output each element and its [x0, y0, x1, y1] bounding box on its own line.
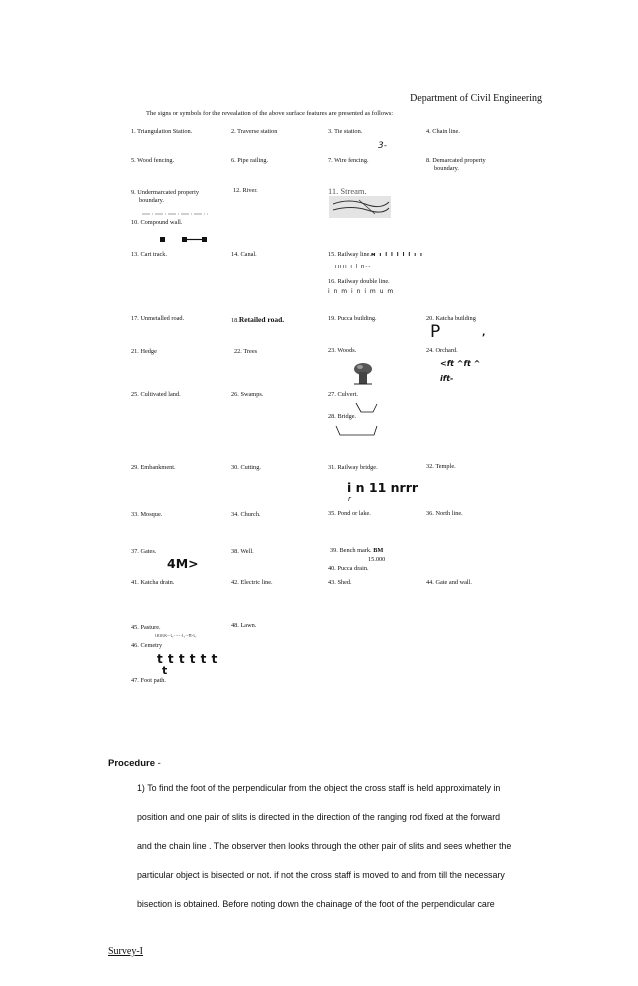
- symbol-46: 46. Cemetry: [131, 642, 163, 649]
- railway-bridge-mark: i n 11 nrrr: [347, 480, 419, 495]
- pasture-mark: ικνικ-·ι,··-··ι,·-π-ι,: [155, 633, 197, 639]
- department-heading: Department of Civil Engineering: [410, 93, 542, 104]
- symbol-19: 19. Pucca building.: [328, 315, 377, 322]
- symbol-22: 22. Trees: [234, 348, 258, 355]
- symbol-7: 7. Wire fencing.: [328, 157, 369, 164]
- symbol-29: 29. Embankment.: [131, 464, 176, 471]
- orchard-mark-2: ift-: [440, 374, 454, 383]
- orchard-mark-1: <ft ^ft ^: [440, 359, 481, 368]
- compound-wall-symbol-icon: [158, 236, 210, 244]
- procedure-line-1: 1) To find the foot of the perpendicular from the object the cross staff is held approximately in: [137, 783, 501, 793]
- symbol-3: 3. Tie station.: [328, 128, 363, 135]
- symbol-39: [330, 547, 383, 555]
- railway-line-mark: м ı l l l l l ı ı: [371, 252, 423, 258]
- katcha-building-mark: P: [430, 322, 441, 342]
- symbol-45: 45. Pasture.: [131, 624, 161, 631]
- symbol-44: 44. Gate and wall.: [426, 579, 472, 586]
- procedure-dash: -: [155, 758, 161, 769]
- symbol-30: 30. Cutting.: [231, 464, 261, 471]
- katcha-building-comma: ,: [482, 328, 486, 338]
- symbol-35: 35. Pond or lake.: [328, 510, 371, 517]
- symbol-43: 43. Shed.: [328, 579, 352, 586]
- symbol-48: 48. Lawn.: [231, 622, 257, 629]
- symbol-17: 17. Unmetalled road.: [131, 315, 185, 322]
- symbol-5: 5. Wood fencing.: [131, 157, 175, 164]
- bridge-symbol-icon: [330, 424, 382, 438]
- symbol-28: 28. Bridge.: [328, 413, 357, 420]
- symbol-14: 14. Canal.: [231, 251, 257, 258]
- symbol-21: 21. Hedge: [131, 348, 157, 355]
- symbol-2: 2. Traverse station: [231, 128, 278, 135]
- cemetery-mark-2: t: [162, 664, 168, 677]
- symbol-11: 11. Stream.: [328, 186, 367, 196]
- symbol-26: 26. Swamps.: [231, 391, 264, 398]
- symbol-12: 12. River.: [233, 187, 258, 194]
- footer-course-name: Survey-I: [108, 946, 143, 957]
- symbol-33: 33. Mosque.: [131, 511, 163, 518]
- symbol-20: 20. Katcha building: [426, 315, 476, 322]
- symbol-41: 41. Katcha drain.: [131, 579, 175, 586]
- symbol-1: 1. Triangulation Station.: [131, 128, 193, 135]
- symbol-32: 32. Temple.: [426, 463, 456, 470]
- symbol-4: 4. Chain line.: [426, 128, 460, 135]
- railway-bridge-r: r: [348, 495, 351, 503]
- undermarcated-boundary-line-icon: [140, 210, 210, 218]
- symbol-36: 36. North line.: [426, 510, 463, 517]
- symbols-intro: The signs or symbols for the revealation of the above surface features are presented as follows:: [146, 110, 394, 117]
- bench-mark-value: 15.000: [368, 556, 386, 563]
- procedure-line-3: and the chain line . The observer then looks through the other pair of slits and sees whether the: [137, 841, 512, 851]
- symbol-10: 10. Compound wall.: [131, 219, 183, 226]
- railway-line-mark-2: ııııı ı l n--: [335, 264, 372, 270]
- woods-symbol-icon: [352, 360, 374, 386]
- symbol-18: [231, 315, 284, 325]
- symbol-8: 8. Demarcated property: [426, 157, 486, 164]
- symbol-38: 38. Well.: [231, 548, 254, 555]
- symbol-40: 40. Pucca drain.: [328, 565, 369, 572]
- symbol-25: 25. Cultivated land.: [131, 391, 181, 398]
- symbol-23: 23. Woods.: [328, 347, 357, 354]
- bench-mark-label: BM: [373, 547, 384, 554]
- symbol-13: 13. Cart track.: [131, 251, 168, 258]
- symbol-34: 34. Church.: [231, 511, 261, 518]
- symbol-47: 47. Foot path.: [131, 677, 166, 684]
- symbol-8-boundary: boundary.: [434, 165, 459, 172]
- symbol-24: 24. Orchard.: [426, 347, 458, 354]
- procedure-title: Procedure: [108, 758, 155, 769]
- symbol-15: 15. Railway line.: [328, 251, 372, 258]
- symbol-9: 9. Undermarcated property: [131, 189, 200, 196]
- symbol-31: 31. Railway bridge.: [328, 464, 378, 471]
- railway-double-line-mark: i n m i n i m u m: [328, 288, 395, 295]
- symbol-18-label: Retailed road.: [238, 315, 285, 324]
- cemetery-mark: t t t t t t: [157, 652, 218, 666]
- symbol-9-boundary: boundary.: [139, 197, 164, 204]
- symbol-18-number: 18.: [231, 317, 239, 324]
- procedure-line-2: position and one pair of slits is directed in the direction of the ranging rod fixed at the forward: [137, 812, 501, 822]
- symbol-42: 42. Electric line.: [231, 579, 273, 586]
- symbol-37: 37. Gates.: [131, 548, 157, 555]
- symbol-6: 6. Pipe railing.: [231, 157, 269, 164]
- procedure-heading: [108, 758, 161, 769]
- tie-station-mark: 3-: [378, 141, 387, 151]
- stream-symbol-icon: [329, 196, 391, 218]
- symbol-39-label: 39. Bench mark.: [330, 547, 372, 554]
- gates-mark: 4M>: [167, 556, 199, 571]
- procedure-line-5: bisection is obtained. Before noting down the chainage of the foot of the perpendicular care: [137, 899, 495, 909]
- procedure-line-4: particular object is bisected or not. if not the cross staff is moved to and from till the necessary: [137, 870, 505, 880]
- symbol-16: 16. Railway double line.: [328, 278, 390, 285]
- symbol-27: 27. Culvert.: [328, 391, 358, 398]
